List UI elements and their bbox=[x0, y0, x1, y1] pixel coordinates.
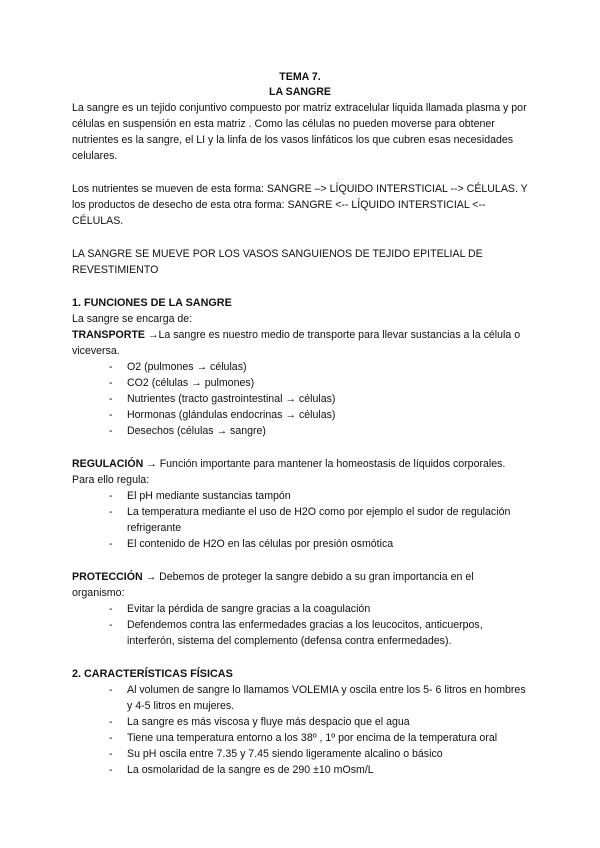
list-item: - Al volumen de sangre lo llamamos VOLEMIA y oscila entre los 5- 6 litros en hombres y 4-5 litros en mujeres. bbox=[109, 682, 528, 714]
section-1-lead: La sangre se encarga de: bbox=[72, 313, 193, 325]
list-item: - CO2 (células → pulmones) bbox=[109, 375, 528, 391]
list-item: - La sangre es más viscosa y fluye más despacio que el agua bbox=[109, 714, 528, 730]
section-1-heading: 1. FUNCIONES DE LA SANGRE bbox=[72, 297, 232, 309]
list-item: - El contenido de H2O en las células por presión osmótica bbox=[109, 536, 528, 552]
section-2-heading: 2. CARACTERÍSTICAS FÍSICAS bbox=[72, 668, 233, 680]
transporte-label: TRANSPORTE bbox=[72, 329, 145, 341]
regulacion-list bbox=[72, 488, 528, 552]
list-item: - Defendemos contra las enfermedades gracias a los leucocitos, anticuerpos, interferón, sistema del complemento (defensa contra enfermedades). bbox=[109, 617, 528, 649]
list-item: - Su pH oscila entre 7.35 y 7.45 siendo ligeramente alcalino o básico bbox=[109, 746, 528, 762]
list-item: - El pH mediante sustancias tampón bbox=[109, 488, 528, 504]
proteccion-label: PROTECCIÓN bbox=[72, 571, 143, 583]
intro-paragraph: La sangre es un tejido conjuntivo compuesto por matriz extracelular liquida llamada plasma y por células en suspensión en esta matriz . Como las células no pueden moverse para obtener nutrientes es la sangre, el LI y la linfa de los vasos linfáticos los que cubren esas necesidades celulares. bbox=[72, 102, 527, 162]
regulacion-label: REGULACIÓN bbox=[72, 458, 144, 470]
flow-paragraph: Los nutrientes se mueven de esta forma: SANGRE –> LÍQUIDO INTERSTICIAL --> CÉLULAS. Y los productos de desecho de esta otra forma: SANGRE <-- LÍQUIDO INTERSTICIAL <-- CÉLULAS. bbox=[72, 183, 528, 227]
proteccion-list bbox=[72, 601, 528, 649]
transporte-list bbox=[72, 359, 528, 439]
proteccion-text: → Debemos de proteger la sangre debido a su gran importancia en el organismo: bbox=[72, 571, 474, 599]
vessels-paragraph: LA SANGRE SE MUEVE POR LOS VASOS SANGUIENOS DE TEJIDO EPITELIAL DE REVESTIMIENTO bbox=[72, 248, 483, 276]
list-item: - Tiene una temperatura entorno a los 38º , 1º por encima de la temperatura oral bbox=[109, 730, 528, 746]
proteccion-paragraph bbox=[72, 569, 528, 601]
transporte-text: →La sangre es nuestro medio de transporte para llevar sustancias a la célula o viceversa. bbox=[72, 329, 521, 357]
regulacion-paragraph bbox=[72, 456, 528, 488]
list-item: - O2 (pulmones → células) bbox=[109, 359, 528, 375]
document-subtitle: LA SANGRE bbox=[269, 86, 331, 98]
list-item: - La osmolaridad de la sangre es de 290 ±10 mOsm/L bbox=[109, 762, 528, 778]
list-item: - Evitar la pérdida de sangre gracias a la coagulación bbox=[109, 601, 528, 617]
list-item: - Nutrientes (tracto gastrointestinal → células) bbox=[109, 391, 528, 407]
document-title: TEMA 7. bbox=[279, 71, 321, 83]
transporte-paragraph bbox=[72, 327, 528, 359]
list-item: - La temperatura mediante el uso de H2O como por ejemplo el sudor de regulación refrigerante bbox=[109, 504, 528, 536]
list-item: - Desechos (células → sangre) bbox=[109, 423, 528, 439]
regulacion-text: → Función importante para mantener la homeostasis de líquidos corporales. Para ello regula: bbox=[72, 458, 506, 486]
list-item: - Hormonas (glándulas endocrinas → células) bbox=[109, 407, 528, 423]
caracteristicas-list bbox=[72, 682, 528, 778]
